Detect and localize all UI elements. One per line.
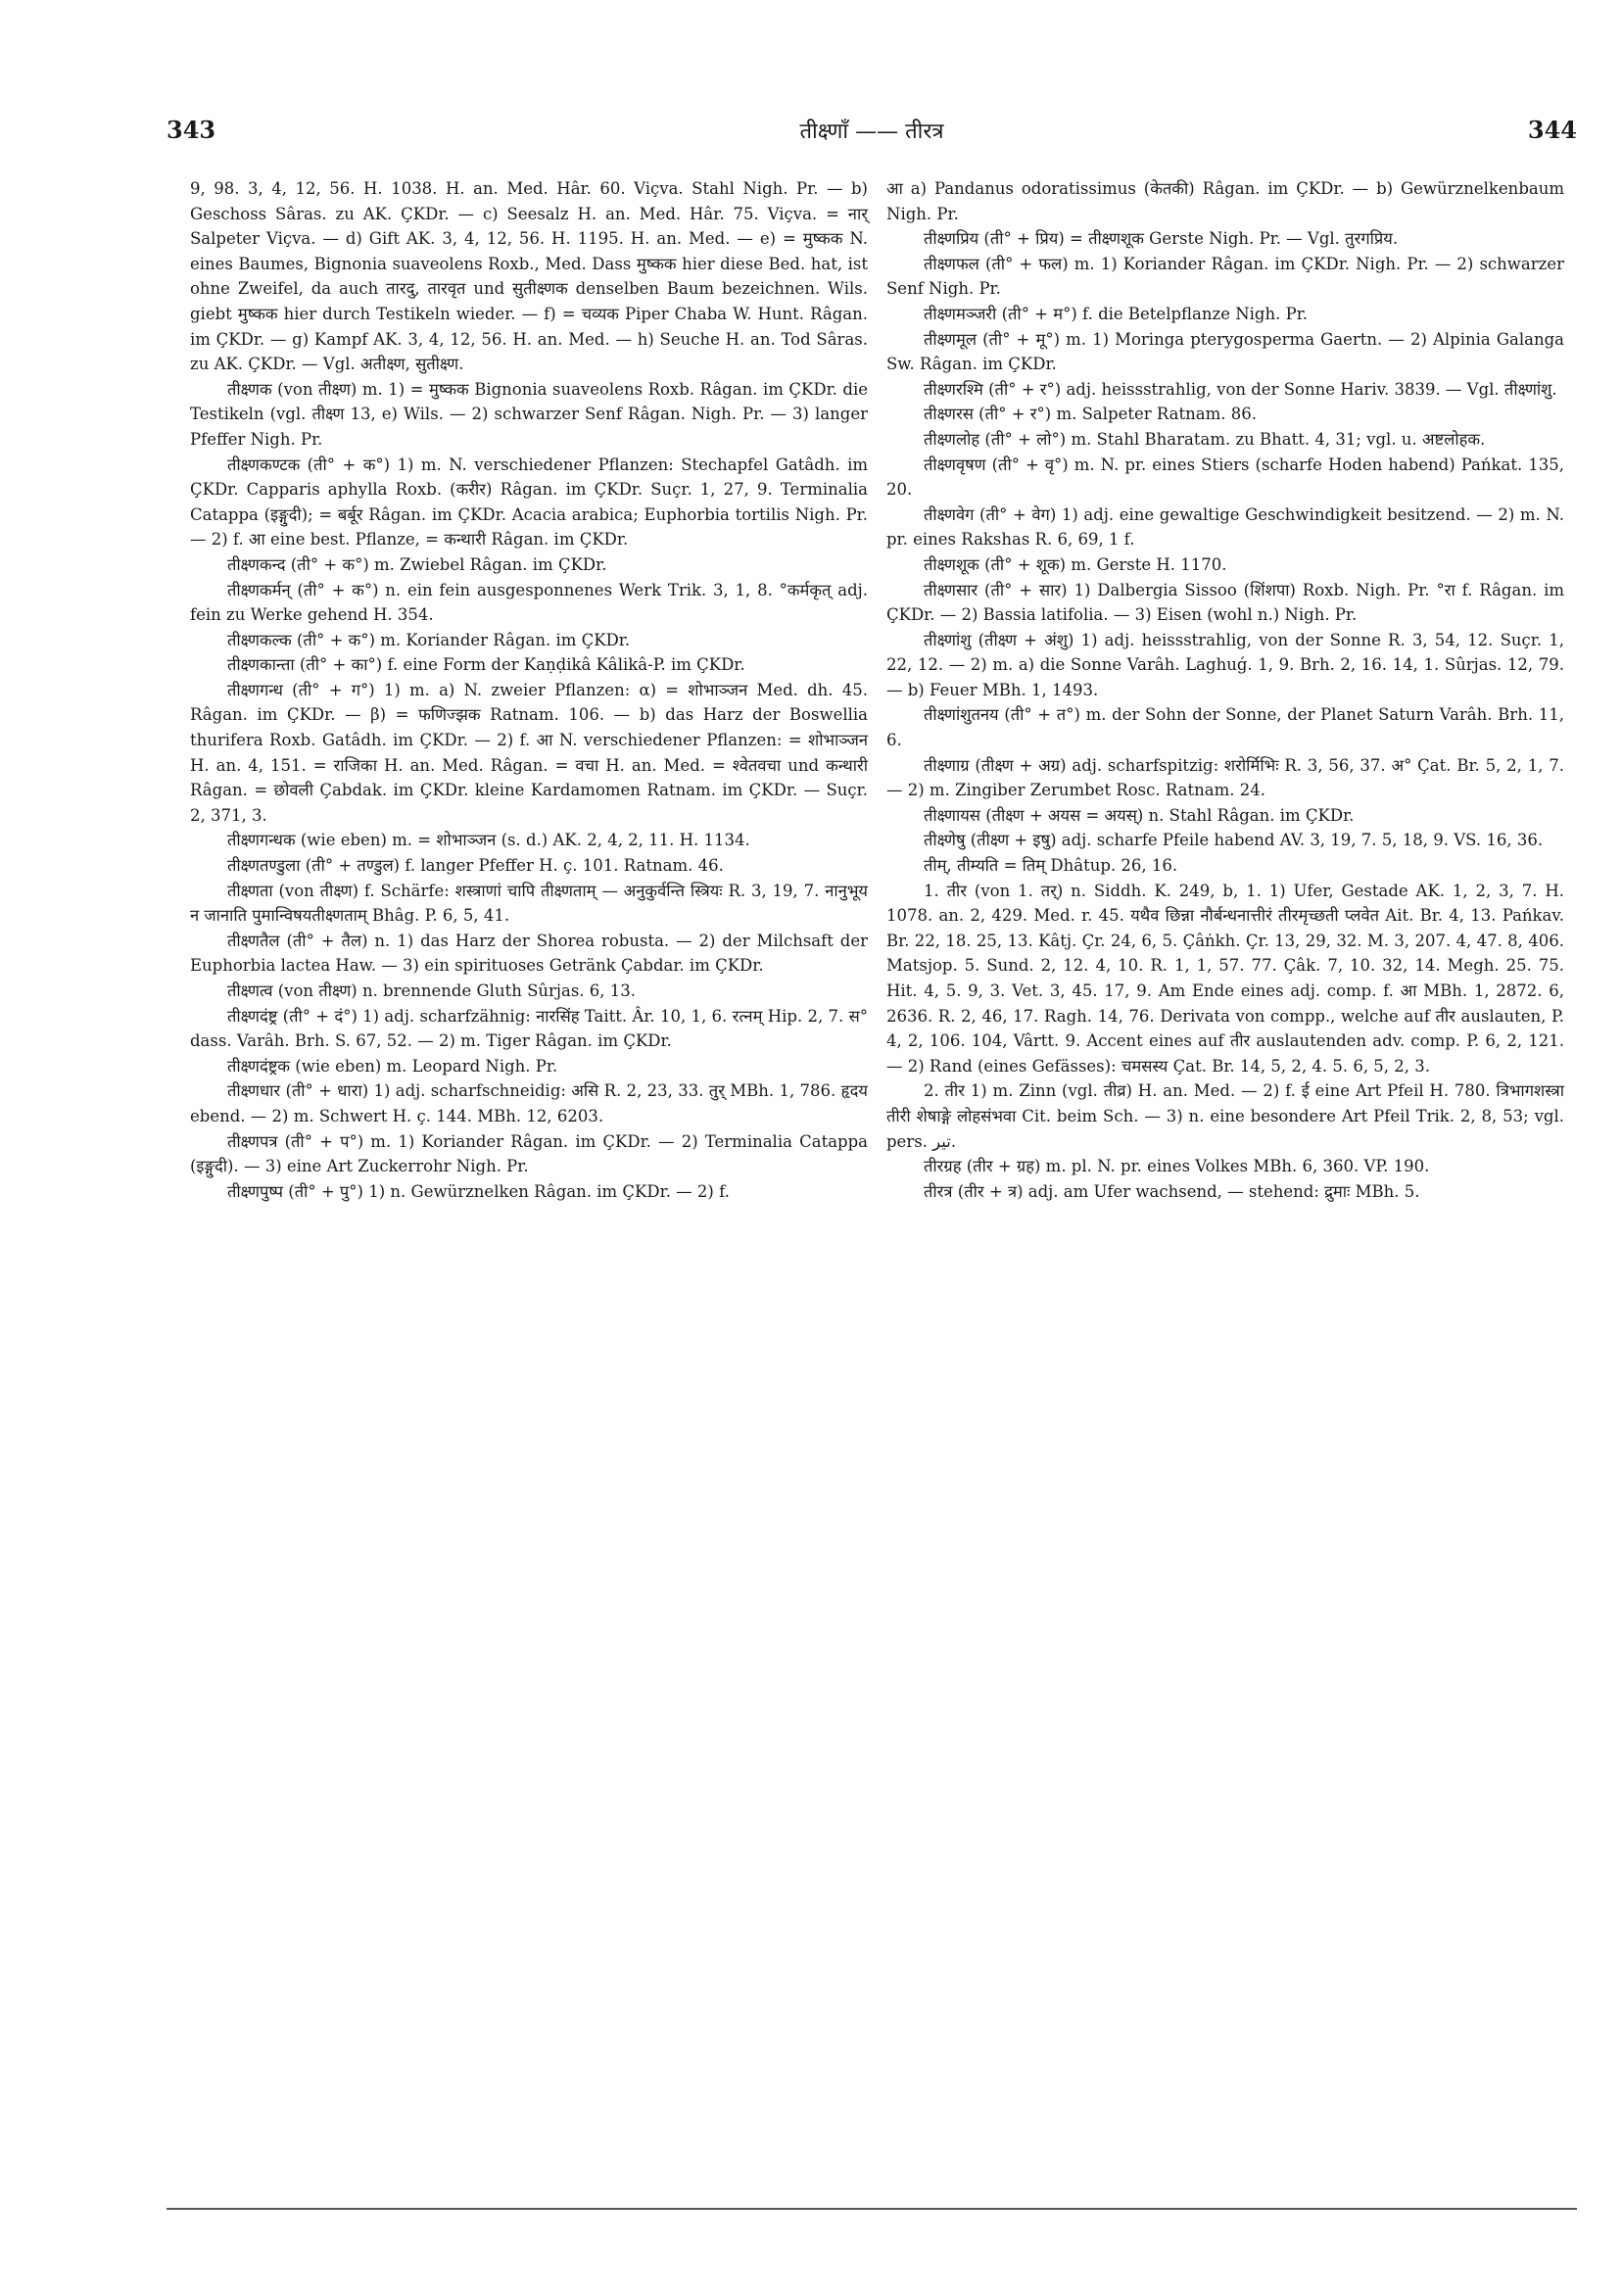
dictionary-entry: तीक्ष्णकण्टक (ती° + क°) 1) m. N. verschiedener Pflanzen: Stechapfel Gatâdh. im ÇKDr. Capparis aphylla Roxb. (करीर) Râgan. im ÇKDr. Suçr. 1, 27, 9. Terminalia Catappa (इङ्गुदी); = बर्बूर Râgan. im ÇKDr. Acacia arabica; Euphorbia tortilis Nigh. Pr. — 2) f. आ eine best. Pflanze, = कन्थारी Râgan. im ÇKDr.: [190, 454, 868, 550]
dictionary-entry: तीक्ष्णगन्धक (wie eben) m. = शोभाञ्जन (s. d.) AK. 2, 4, 2, 11. H. 1134.: [227, 831, 750, 850]
right-column: [886, 176, 1564, 1204]
dictionary-entry: तीक्ष्णरस (ती° + र°) m. Salpeter Ratnam. 86.: [924, 405, 1257, 424]
dictionary-entry: तीम्, तीम्यति = तिम् Dhâtup. 26, 16.: [924, 856, 1178, 876]
dictionary-entry: तीक्ष्णांशु (तीक्ष्ण + अंशु) 1) adj. heissstrahlig, von der Sonne R. 3, 54, 12. Suçr. 1, 22, 12. — 2) m. a) die Sonne Varâh. Laghuǵ. 1, 9. Brh. 2, 16. 14, 1. Sûrjas. 12, 79. — b) Feuer MBh. 1, 1493.: [886, 630, 1564, 699]
dictionary-entry: तीक्ष्णरश्मि (ती° + र°) adj. heissstrahlig, von der Sonne Hariv. 3839. — Vgl. तीक्ष्णांशु.: [924, 379, 1557, 399]
dictionary-entry: 9, 98. 3, 4, 12, 56. H. 1038. H. an. Med. Hâr. 60. Viçva. Stahl Nigh. Pr. — b) Geschoss Sâras. zu AK. ÇKDr. — c) Seesalz H. an. Med. Hâr. 75. Viçva. = नार् Salpeter Viçva. — d) Gift AK. 3, 4, 12, 56. H. 1195. H. an. Med. — e) = मुष्कक N. eines Baumes, Bignonia suaveolens Roxb., Med. Dass मुष्कक hier diese Bed. hat, ist ohne Zweifel, da auch तारदु, तारवृत und सुतीक्ष्णक denselben Baum bezeichnen. Wils. giebt मुष्कक hier durch Testikeln wieder. — f) = चव्यक Piper Chaba W. Hunt. Râgan. im ÇKDr. — g) Kampf AK. 3, 4, 12, 56. H. an. Med. — h) Seuche H. an. Tod Sâras. zu AK. ÇKDr. — Vgl. अतीक्ष्ण, सुतीक्ष्ण.: [190, 179, 868, 374]
dictionary-entry: तीक्ष्णतैल (ती° + तैल) n. 1) das Harz der Shorea robusta. — 2) der Milchsaft der Euphorbia lactea Haw. — 3) ein spirituoses Getränk Çabdar. im ÇKDr.: [190, 931, 868, 976]
dictionary-entry: तीक्ष्णकल्क (ती° + क°) m. Koriander Râgan. im ÇKDr.: [227, 630, 631, 649]
dictionary-entry: तीक्ष्णांशुतनय (ती° + त°) m. der Sohn der Sonne, der Planet Saturn Varâh. Brh. 11, 6.: [886, 705, 1564, 750]
dictionary-entry: तीक्ष्णाग्र (तीक्ष्ण + अग्र) adj. scharfspitzig: शरोर्मिभिः R. 3, 56, 37. अ° Çat. Br. 5, 2, 1, 7. — 2) m. Zingiber Zerumbet Rosc. Ratnam. 24.: [886, 755, 1564, 800]
dictionary-entry: तीक्ष्णता (von तीक्ष्ण) f. Schärfe: शस्त्राणां चापि तीक्ष्णताम् — अनुकुर्वन्ति स्त्रियः R. 3, 19, 7. नानुभूय न जानाति पुमान्विषयतीक्ष्णताम् Bhâg. P. 6, 5, 41.: [190, 881, 868, 926]
left-column: [190, 176, 868, 1204]
dictionary-entry: तीक्ष्णेषु (तीक्ष्ण + इषु) adj. scharfe Pfeile habend AV. 3, 19, 7. 5, 18, 9. VS. 16, 36.: [924, 831, 1544, 850]
dictionary-entry: तीक्ष्णधार (ती° + धारा) 1) adj. scharfschneidig: असि R. 2, 23, 33. तुर् MBh. 1, 786. हृदय ebend. — 2) m. Schwert H. ç. 144. MBh. 12, 6203.: [190, 1081, 868, 1125]
dictionary-entry: तीक्ष्णवेग (ती° + वेग) 1) adj. eine gewaltige Geschwindigkeit besitzend. — 2) m. N. pr. eines Rakshas R. 6, 69, 1 f.: [886, 504, 1564, 550]
dictionary-entry: आ a) Pandanus odoratissimus (केतकी) Râgan. im ÇKDr. — b) Gewürznelkenbaum Nigh. Pr.: [886, 179, 1564, 223]
dictionary-entry: तीक्ष्णशूक (ती° + शूक) m. Gerste H. 1170.: [924, 554, 1227, 574]
dictionary-entry: तीक्ष्णवृषण (ती° + वृ°) m. N. pr. eines Stiers (scharfe Hoden habend) Pańkat. 135, 20.: [886, 454, 1564, 500]
dictionary-entry: तीक्ष्णायस (तीक्ष्ण + अयस = अयस्) n. Stahl Râgan. im ÇKDr.: [924, 805, 1355, 825]
dictionary-entry: तीक्ष्णकर्मन् (ती° + क°) n. ein fein ausgesponnenes Werk Trik. 3, 1, 8. °कर्मकृत् adj. fein zu Werke gehend H. 354.: [190, 580, 868, 625]
dictionary-entry: तीक्ष्णगन्ध (ती° + ग°) 1) m. a) N. zweier Pflanzen: α) = शोभाञ्जन Med. dh. 45. Râgan. im ÇKDr. — β) = फणिज्झक Ratnam. 106. — b) das Harz der Boswellia thurifera Roxb. Gatâdh. im ÇKDr. — 2) f. आ N. verschiedener Pflanzen: = शोभाञ्जन H. an. 4, 151. = राजिका H. an. Med. Râgan. = वचा H. an. Med. = श्वेतवचा und कन्थारी Râgan. = छोवली Çabdak. im ÇKDr. kleine Kardamomen Ratnam. im ÇKDr. — Suçr. 2, 371, 3.: [190, 680, 868, 825]
page-number-left: 343: [167, 116, 216, 144]
dictionary-entry: तीक्ष्णदंष्ट्र (ती° + दं°) 1) adj. scharfzähnig: नारसिंह Taitt. Âr. 10, 1, 6. रत्नम् Hip. 2, 7. स° dass. Varâh. Brh. S. 67, 52. — 2) m. Tiger Râgan. im ÇKDr.: [190, 1006, 868, 1051]
dictionary-entry: तीक्ष्णसार (ती° + सार) 1) Dalbergia Sissoo (शिंशपा) Roxb. Nigh. Pr. °रा f. Râgan. im ÇKDr. — 2) Bassia latifolia. — 3) Eisen (wohl n.) Nigh. Pr.: [886, 580, 1564, 625]
dictionary-entry: तीरत्र (तीर + त्र) adj. am Ufer wachsend, — stehend: द्रुमाः MBh. 5.: [924, 1181, 1420, 1201]
dictionary-entry: तीरग्रह (तीर + ग्रह) m. pl. N. pr. eines Volkes MBh. 6, 360. VP. 190.: [924, 1157, 1430, 1176]
page-number-right: 344: [1527, 116, 1577, 144]
page-header: [167, 116, 1577, 155]
dictionary-entry: तीक्ष्णतण्डुला (ती° + तण्डुल) f. langer Pfeffer H. ç. 101. Ratnam. 46.: [227, 856, 724, 876]
dictionary-entry: तीक्ष्णकान्ता (ती° + का°) f. eine Form der Kaṇḍikâ Kâlikâ-P. im ÇKDr.: [227, 655, 745, 675]
dictionary-entry: तीक्ष्णलोह (ती° + लो°) m. Stahl Bharatam. zu Bhatt. 4, 31; vgl. u. अष्टलोहक.: [924, 429, 1486, 449]
dictionary-entry: तीक्ष्णफल (ती° + फल) m. 1) Koriander Râgan. im ÇKDr. Nigh. Pr. — 2) schwarzer Senf Nigh. Pr.: [886, 254, 1564, 299]
dictionary-entry: तीक्ष्णप्रिय (ती° + प्रिय) = तीक्ष्णशूक Gerste Nigh. Pr. — Vgl. तुरगप्रिय.: [924, 229, 1399, 249]
dictionary-entry: तीक्ष्णमञ्जरी (ती° + म°) f. die Betelpflanze Nigh. Pr.: [924, 304, 1309, 323]
dictionary-entry: तीक्ष्णक (von तीक्ष्ण) m. 1) = मुष्कक Bignonia suaveolens Roxb. Râgan. im ÇKDr. die Testikeln (vgl. तीक्ष्ण 13, e) Wils. — 2) schwarzer Senf Râgan. Nigh. Pr. — 3) langer Pfeffer Nigh. Pr.: [190, 379, 868, 449]
dictionary-entry: तीक्ष्णकन्द (ती° + क°) m. Zwiebel Râgan. im ÇKDr.: [227, 554, 607, 574]
dictionary-entry: तीक्ष्णपत्र (ती° + प°) m. 1) Koriander Râgan. im ÇKDr. — 2) Terminalia Catappa (इङ्गुदी). — 3) eine Art Zuckerrohr Nigh. Pr.: [190, 1131, 868, 1176]
running-title: तीक्ष्णाँ —— तीरत्र: [799, 120, 944, 144]
dictionary-entry: 1. तीर (von 1. तर्) n. Siddh. K. 249, b, 1. 1) Ufer, Gestade AK. 1, 2, 3, 7. H. 1078. an. 2, 429. Med. r. 45. यथैव छिन्ना नौर्बन्धनात्तीरं तीरमृच्छती प्लवेत Ait. Br. 4, 13. Pańkav. Br. 22, 18. 25, 13. Kâtj. Çr. 24, 6, 5. Çâṅkh. Çr. 13, 29, 32. M. 3, 207. 4, 47. 8, 406. Matsjop. 5. Sund. 2, 12. 4, 10. R. 1, 1, 57. 77. Çâk. 7, 10. 32, 14. Megh. 25. 75. Hit. 4, 5. 9, 3. Vet. 3, 45. 17, 9. Am Ende eines adj. comp. f. आ MBh. 1, 2872. 6, 2636. R. 2, 46, 17. Ragh. 14, 76. Derivata von compp., welche auf तीर auslauten, P. 4, 2, 106. 104, Vârtt. 9. Accent eines auf तीर auslautenden adv. comp. P. 6, 2, 121. — 2) Rand (eines Gefässes): चमसस्य Çat. Br. 14, 5, 2, 4. 5. 6, 5, 2, 3.: [886, 881, 1564, 1076]
footer-rule: [167, 2208, 1577, 2210]
dictionary-entry: तीक्ष्णदंष्ट्रक (wie eben) m. Leopard Nigh. Pr.: [227, 1056, 558, 1076]
dictionary-entry: तीक्ष्णत्व (von तीक्ष्ण) n. brennende Gluth Sûrjas. 6, 13.: [227, 981, 637, 1000]
dictionary-entry: तीक्ष्णपुष्प (ती° + पु°) 1) n. Gewürznelken Râgan. im ÇKDr. — 2) f.: [227, 1181, 730, 1201]
dictionary-entry: 2. तीर 1) m. Zinn (vgl. तीव्र) H. an. Med. — 2) f. ई eine Art Pfeil H. 780. त्रिभागशस्त्रा तीरी शेषाङ्गे लोहसंभवा Cit. beim Sch. — 3) n. eine besondere Art Pfeil Trik. 2, 8, 53; vgl. pers. تیر.: [886, 1081, 1564, 1151]
dictionary-entry: तीक्ष्णमूल (ती° + मू°) m. 1) Moringa pterygosperma Gaertn. — 2) Alpinia Galanga Sw. Râgan. im ÇKDr.: [886, 329, 1564, 374]
